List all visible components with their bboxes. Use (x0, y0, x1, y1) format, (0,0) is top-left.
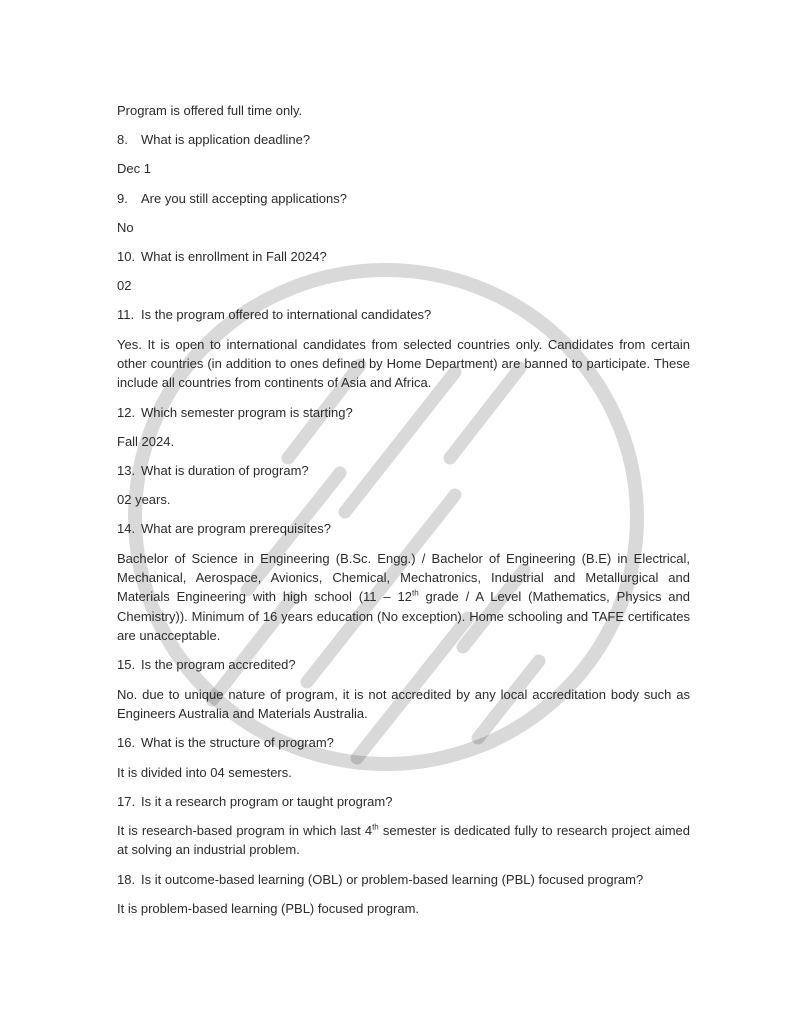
question-number: 13. (117, 463, 136, 479)
question-item-11 (117, 305, 690, 324)
statement-paragraph: Program is offered full time only. (117, 103, 303, 118)
question-item-18 (117, 870, 690, 889)
answer-paragraph: Fall 2024. (117, 433, 175, 449)
question-item-14 (117, 519, 690, 538)
question-item-16 (117, 733, 690, 752)
superscript-text: th (372, 822, 379, 832)
answer-paragraph: No (117, 219, 134, 235)
question-number: 12. (117, 404, 136, 420)
question-number: 16. (117, 735, 136, 751)
answer-paragraph: 02 (117, 278, 132, 294)
document-body (117, 101, 690, 928)
question-number: 14. (117, 521, 136, 537)
question-text: What is enrollment in Fall 2024? (141, 249, 327, 265)
answer-paragraph (117, 821, 690, 860)
question-item-10 (117, 247, 690, 266)
question-text: What are program prerequisites? (141, 521, 332, 537)
question-text: Is it a research program or taught program? (141, 793, 393, 809)
question-number: 10. (117, 249, 136, 265)
question-text: Is the program accredited? (141, 657, 296, 673)
question-item-17 (117, 792, 690, 811)
question-number: 17. (117, 793, 136, 809)
answer-paragraph: 02 years. (117, 492, 171, 508)
question-text: Are you still accepting applications? (141, 190, 347, 206)
question-number: 9. (117, 190, 128, 206)
question-item-8 (117, 130, 690, 149)
question-item-13 (117, 461, 690, 480)
question-item-9 (117, 189, 690, 208)
question-text: What is the structure of program? (141, 735, 334, 751)
question-text: What is application deadline? (141, 132, 311, 148)
answer-paragraph (117, 549, 690, 646)
answer-text-part: grade / A Level (Mathematics, Physics and Chemistry)). Minimum of 16 years education (No exception). Home schooling and TAFE certificates are unacceptable. (117, 589, 690, 644)
question-number: 18. (117, 871, 136, 887)
question-number: 15. (117, 657, 136, 673)
question-text: Is it outcome-based learning (OBL) or problem-based learning (PBL) focused program? (141, 871, 644, 887)
answer-paragraph: Yes. It is open to international candidates from selected countries only. Candidates from certain other countries (in addition to ones defined by Home Department) are banned to participate. These include all countries from continents of Asia and Africa. (117, 336, 690, 391)
question-text: Which semester program is starting? (141, 404, 353, 420)
superscript-text: th (411, 589, 419, 599)
answer-paragraph: No. due to unique nature of program, it is not accredited by any local accreditation body such as Engineers Australia and Materials Australia. (117, 686, 690, 722)
answer-text-part: It is research-based program in which last 4 (117, 822, 373, 838)
answer-paragraph: It is divided into 04 semesters. (117, 764, 292, 780)
question-item-15 (117, 655, 690, 674)
question-number: 11. (117, 307, 135, 323)
answer-text-part: Bachelor of Science in Engineering (B.Sc. Engg.) / Bachelor of Engineering (B.E) in Electrical, Mechanical, Aerospace, Avionics, Chemical, Mechatronics, Industrial and Metallurgical and Materials Engineering with high school (11 – 12 (117, 550, 690, 605)
answer-paragraph: It is problem-based learning (PBL) focused program. (117, 900, 420, 916)
answer-paragraph: Dec 1 (117, 161, 151, 177)
answer-text-part: semester is dedicated fully to research project aimed at solving an industrial problem. (117, 822, 690, 858)
question-item-12 (117, 403, 690, 422)
question-text: Is the program offered to international candidates? (141, 307, 432, 323)
question-number: 8. (117, 132, 128, 148)
question-text: What is duration of program? (141, 463, 309, 479)
